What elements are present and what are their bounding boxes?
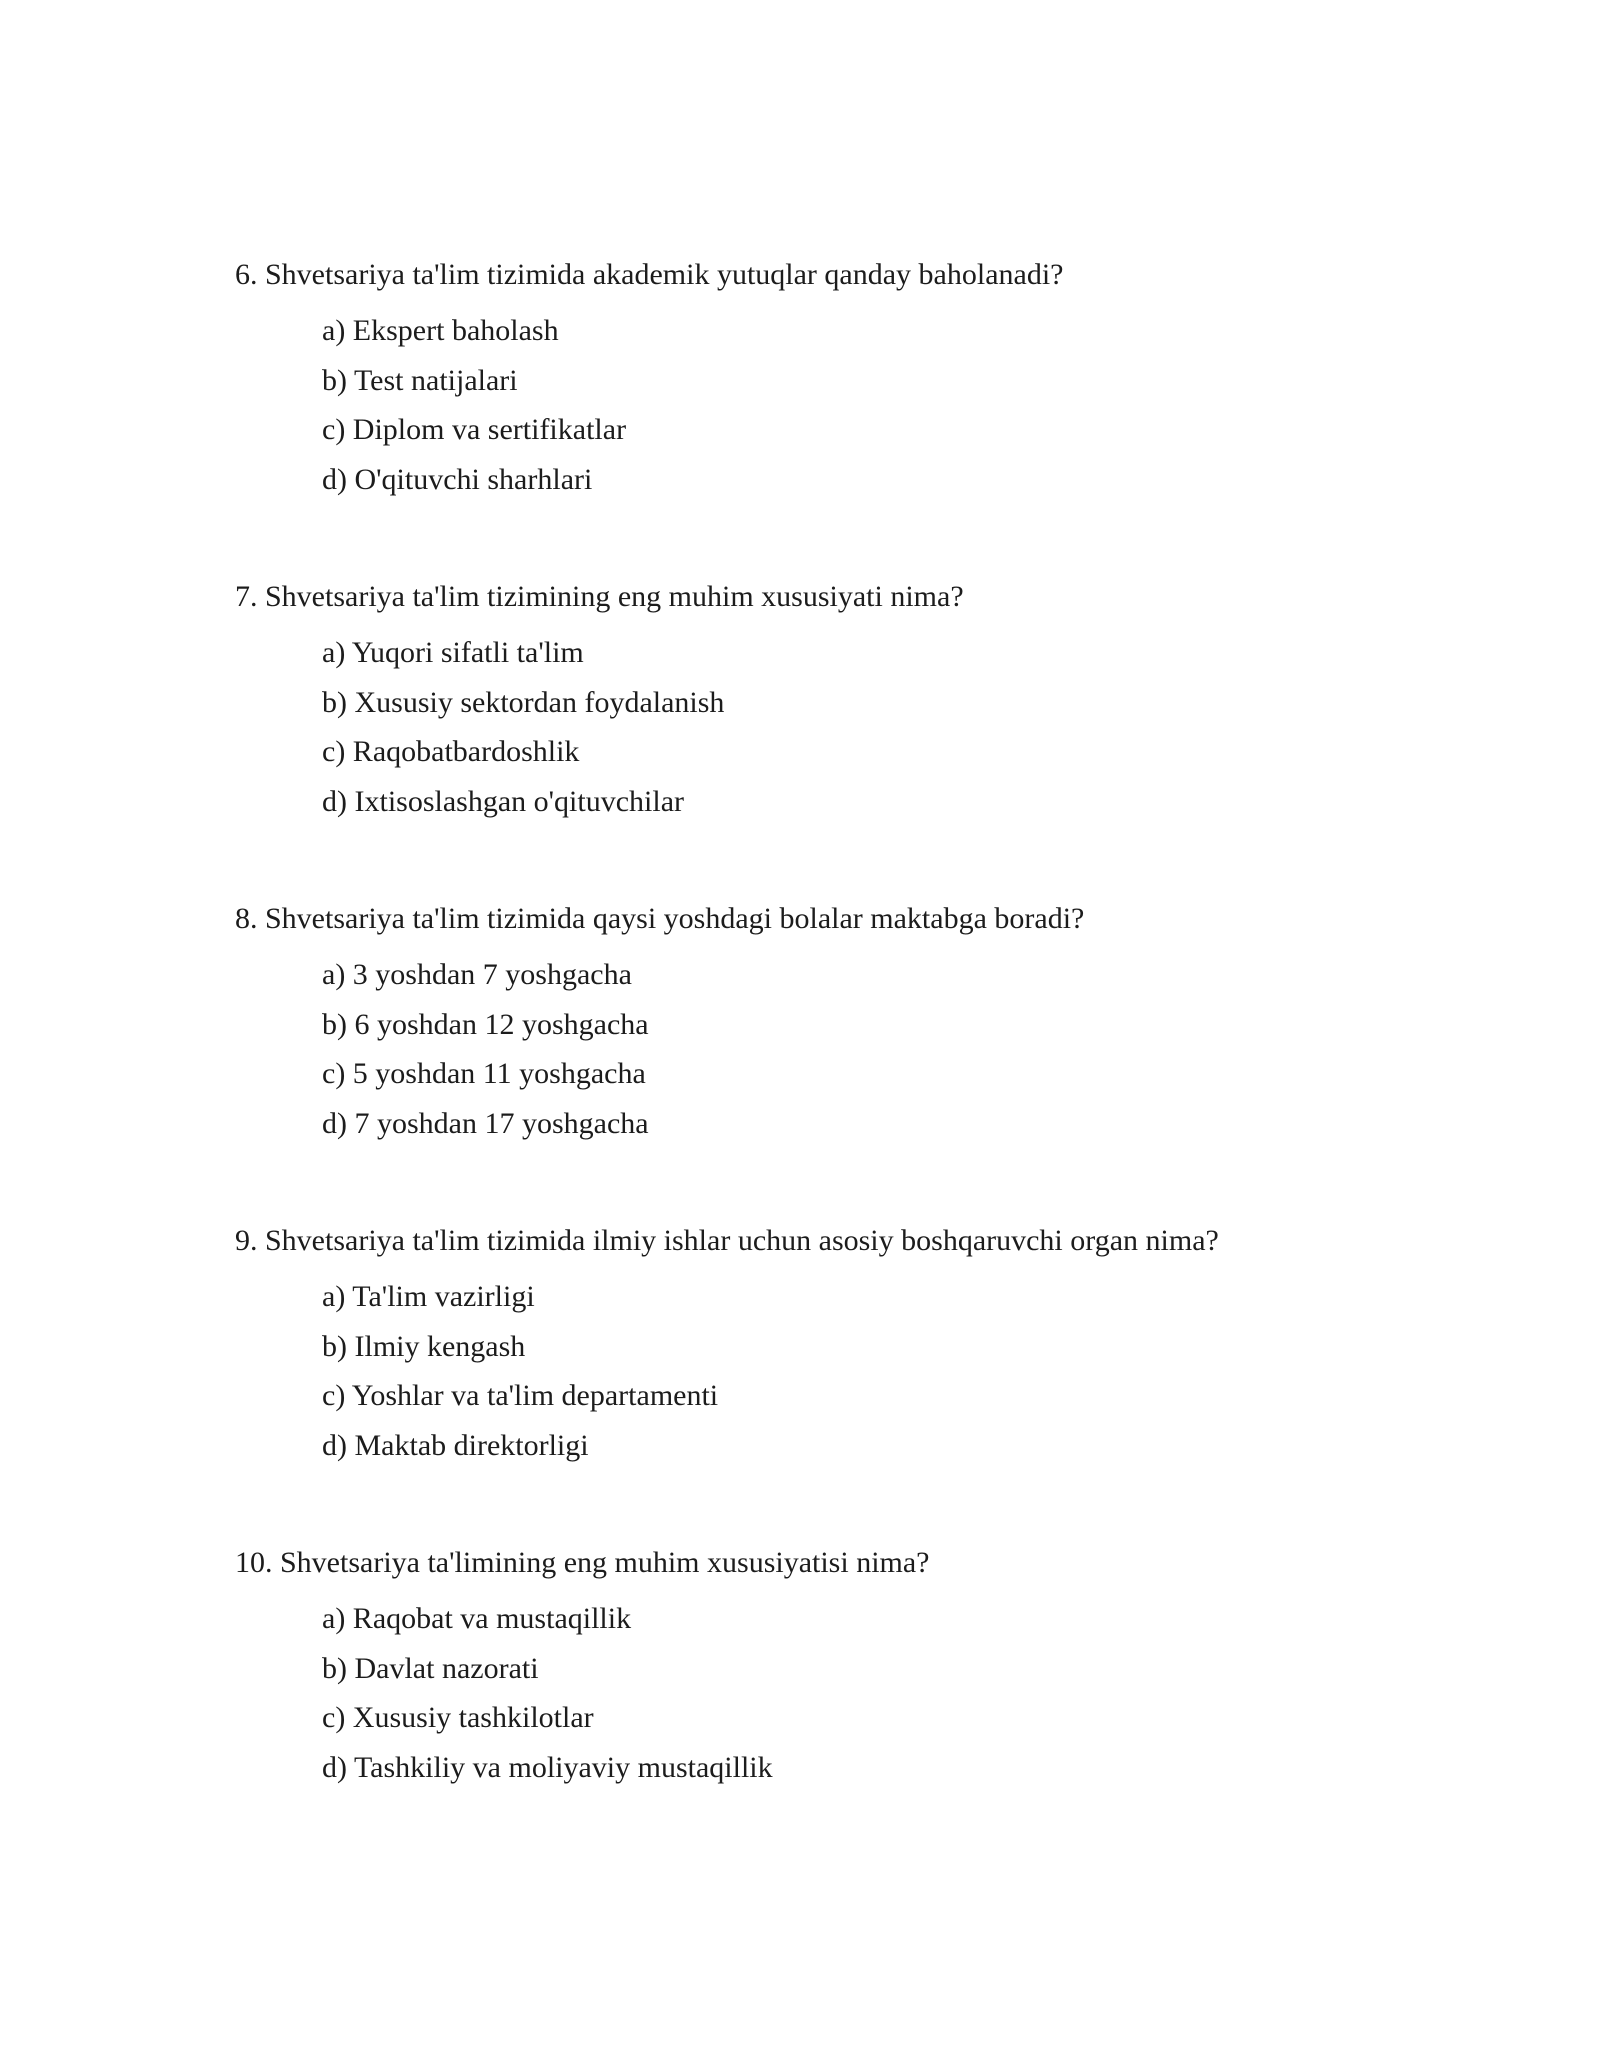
question-text: 10. Shvetsariya ta'limining eng muhim xususiyatisi nima? <box>235 1546 930 1579</box>
question-text: 9. Shvetsariya ta'lim tizimida ilmiy ishlar uchun asosiy boshqaruvchi organ nima? <box>235 1224 1219 1257</box>
answer-option-a: a) Ta'lim vazirligi <box>322 1280 535 1313</box>
question-7 <box>235 578 1435 832</box>
answer-option-b: b) Ilmiy kengash <box>322 1329 526 1363</box>
answer-option-a: a) Ekspert baholash <box>322 314 559 347</box>
question-8 <box>235 900 1435 1154</box>
answer-option-d: d) 7 yoshdan 17 yoshgacha <box>322 1106 649 1140</box>
answer-option-a: a) Yuqori sifatli ta'lim <box>322 636 584 669</box>
question-6 <box>235 256 1435 510</box>
answer-option-b: b) Xususiy sektordan foydalanish <box>322 685 725 719</box>
answer-option-b: b) Davlat nazorati <box>322 1651 539 1685</box>
answer-options <box>322 1278 1435 1476</box>
answer-option-d: d) Tashkiliy va moliyaviy mustaqillik <box>322 1750 773 1784</box>
answer-options <box>322 956 1435 1154</box>
question-10 <box>235 1544 1435 1798</box>
answer-option-c: c) Xususiy tashkilotlar <box>322 1701 594 1734</box>
question-9 <box>235 1222 1435 1476</box>
answer-options <box>322 1600 1435 1798</box>
question-text: 6. Shvetsariya ta'lim tizimida akademik yutuqlar qanday baholanadi? <box>235 258 1064 291</box>
question-text: 8. Shvetsariya ta'lim tizimida qaysi yoshdagi bolalar maktabga boradi? <box>235 902 1085 935</box>
answer-option-a: a) Raqobat va mustaqillik <box>322 1602 632 1635</box>
answer-option-a: a) 3 yoshdan 7 yoshgacha <box>322 958 632 991</box>
answer-option-b: b) Test natijalari <box>322 363 518 397</box>
answer-options <box>322 634 1435 832</box>
answer-option-c: c) Raqobatbardoshlik <box>322 735 580 768</box>
answer-option-d: d) O'qituvchi sharhlari <box>322 462 593 496</box>
answer-option-c: c) Yoshlar va ta'lim departamenti <box>322 1379 719 1412</box>
answer-option-c: c) 5 yoshdan 11 yoshgacha <box>322 1057 646 1090</box>
question-text: 7. Shvetsariya ta'lim tizimining eng muhim xususiyati nima? <box>235 580 964 613</box>
answer-option-c: c) Diplom va sertifikatlar <box>322 413 627 446</box>
answer-options <box>322 312 1435 510</box>
answer-option-d: d) Maktab direktorligi <box>322 1428 589 1462</box>
answer-option-b: b) 6 yoshdan 12 yoshgacha <box>322 1007 649 1041</box>
answer-option-d: d) Ixtisoslashgan o'qituvchilar <box>322 784 685 818</box>
